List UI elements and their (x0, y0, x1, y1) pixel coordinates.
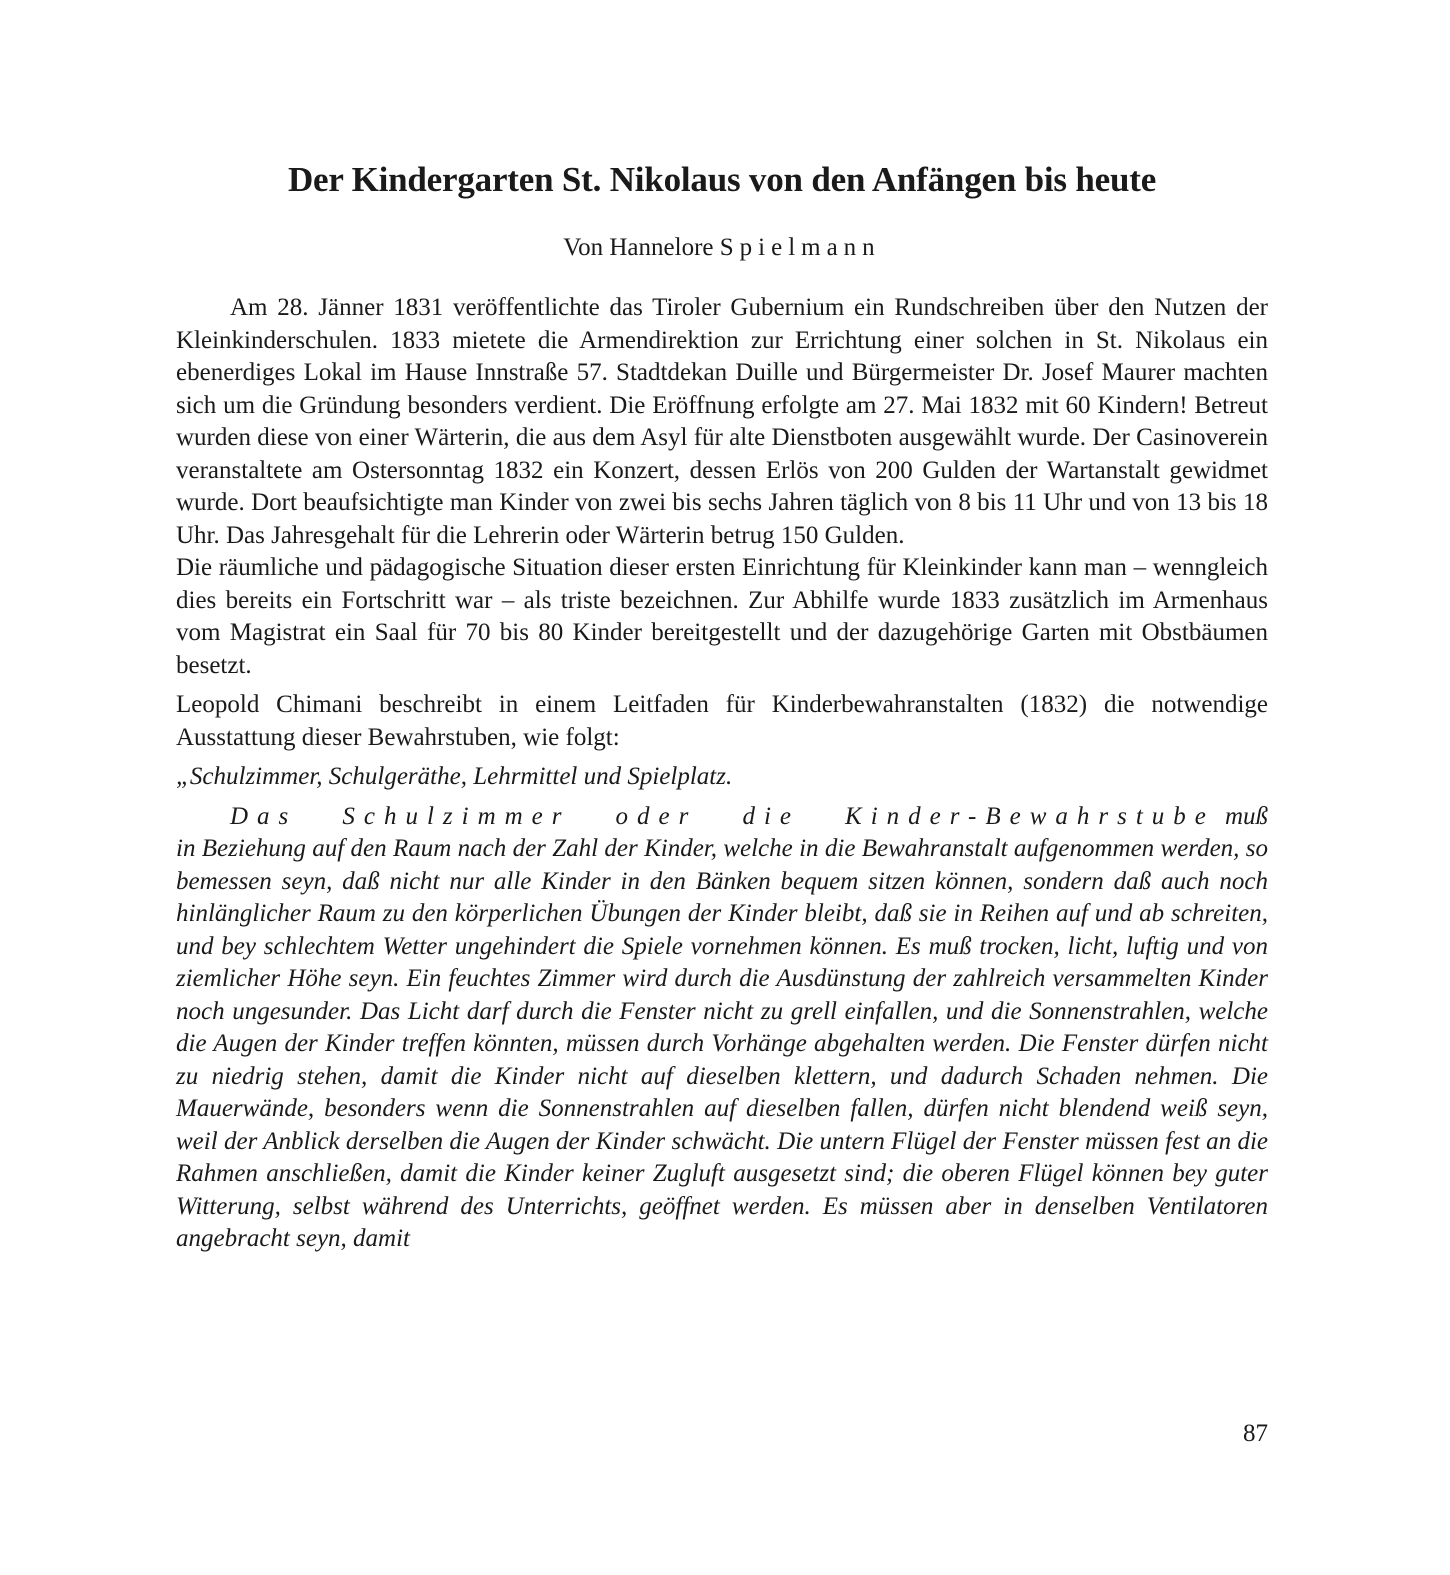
quote-paragraph (176, 801, 1268, 1256)
quote-body-text: muß in Beziehung auf den Raum nach der Zahl der Kinder, welche in die Bewahranstalt aufgenommen werden, so bemessen seyn, daß nicht nur alle Kinder in den Bänken bequem sitzen können, sondern daß auch noch hinlänglicher Raum zu den körperlichen Übungen der Kinder bleibt, daß sie in Reihen auf und ab schreiten, und bey schlechtem Wetter ungehindert die Spiele vornehmen können. Es muß trocken, licht, luftig und von ziemlicher Höhe seyn. Ein feuchtes Zimmer wird durch die Ausdünstung der zahlreich versammelten Kinder noch ungesunder. Das Licht darf durch die Fenster nicht zu grell einfallen, und die Sonnenstrahlen, welche die Augen der Kinder treffen könnten, müssen durch Vorhänge abgehalten werden. Die Fenster dürfen nicht zu niedrig stehen, damit die Kinder nicht auf dieselben klettern, und dadurch Schaden nehmen. Die Mauerwände, besonders wenn die Sonnenstrahlen auf dieselben fallen, dürfen nicht blendend weiß seyn, weil der Anblick derselben die Augen der Kinder schwächt. Die untern Flügel der Fenster müssen fest an die Rahmen anschließen, damit die Kinder keiner Zugluft ausgesetzt sind; die oberen Flügel können bey guter Witterung, selbst während des Unterrichts, geöffnet werden. Es müssen aber in denselben Ventilatoren angebracht seyn, damit (176, 802, 1268, 1252)
article-byline (176, 228, 1268, 268)
page-number: 87 (1243, 1420, 1268, 1447)
document-page (176, 0, 1268, 1575)
paragraph-2: Die räumliche und pädagogische Situation dieser ersten Einrichtung für Kleinkinder kann man – wenngleich dies bereits ein Fortschritt war – als triste bezeichnen. Zur Abhilfe wurde 1833 zusätzlich im Armenhaus vom Magistrat ein Saal für 70 bis 80 Kinder bereitgestellt und der dazugehörige Garten mit Obstbäumen besetzt. (176, 554, 1268, 679)
article-body (176, 292, 1268, 1256)
paragraph-1: Am 28. Jänner 1831 veröffentlichte das Tiroler Gubernium ein Rundschreiben über den Nutzen der Kleinkinderschulen. 1833 mietete die Armendirektion zur Errichtung einer solchen in St. Nikolaus ein ebenerdiges Lokal im Hause Innstraße 57. Stadtdekan Duille und Bürgermeister Dr. Josef Maurer machten sich um die Gründung besonders verdient. Die Eröffnung erfolgte am 27. Mai 1832 mit 60 Kindern! Betreut wurden diese von einer Wärterin, die aus dem Asyl für alte Dienstboten ausgewählt wurde. Der Casinoverein veranstaltete am Ostersonntag 1832 ein Konzert, dessen Erlös von 200 Gulden der Wartanstalt gewidmet wurde. Dort beaufsichtigte man Kinder von zwei bis sechs Jahren täglich von 8 bis 11 Uhr und von 13 bis 18 Uhr. Das Jahresgehalt für die Lehrerin oder Wärterin betrug 150 Gulden. (176, 294, 1268, 549)
quote-spaced-text: Das Schulzimmer oder die Kinder-Bewahrstube (230, 802, 1215, 830)
byline-prefix: Von Hannelore (563, 234, 714, 261)
author-surname: Spielmann (719, 234, 881, 261)
article-title: Der Kindergarten St. Nikolaus von den Anfängen bis heute (287, 160, 1157, 199)
paragraph-3: Leopold Chimani beschreibt in einem Leitfaden für Kinderbewahranstalten (1832) die notwendige Ausstattung dieser Bewahrstuben, wie folgt: (176, 691, 1268, 751)
quote-heading: „Schulzimmer, Schulgeräthe, Lehrmittel und Spielplatz. (176, 763, 733, 790)
